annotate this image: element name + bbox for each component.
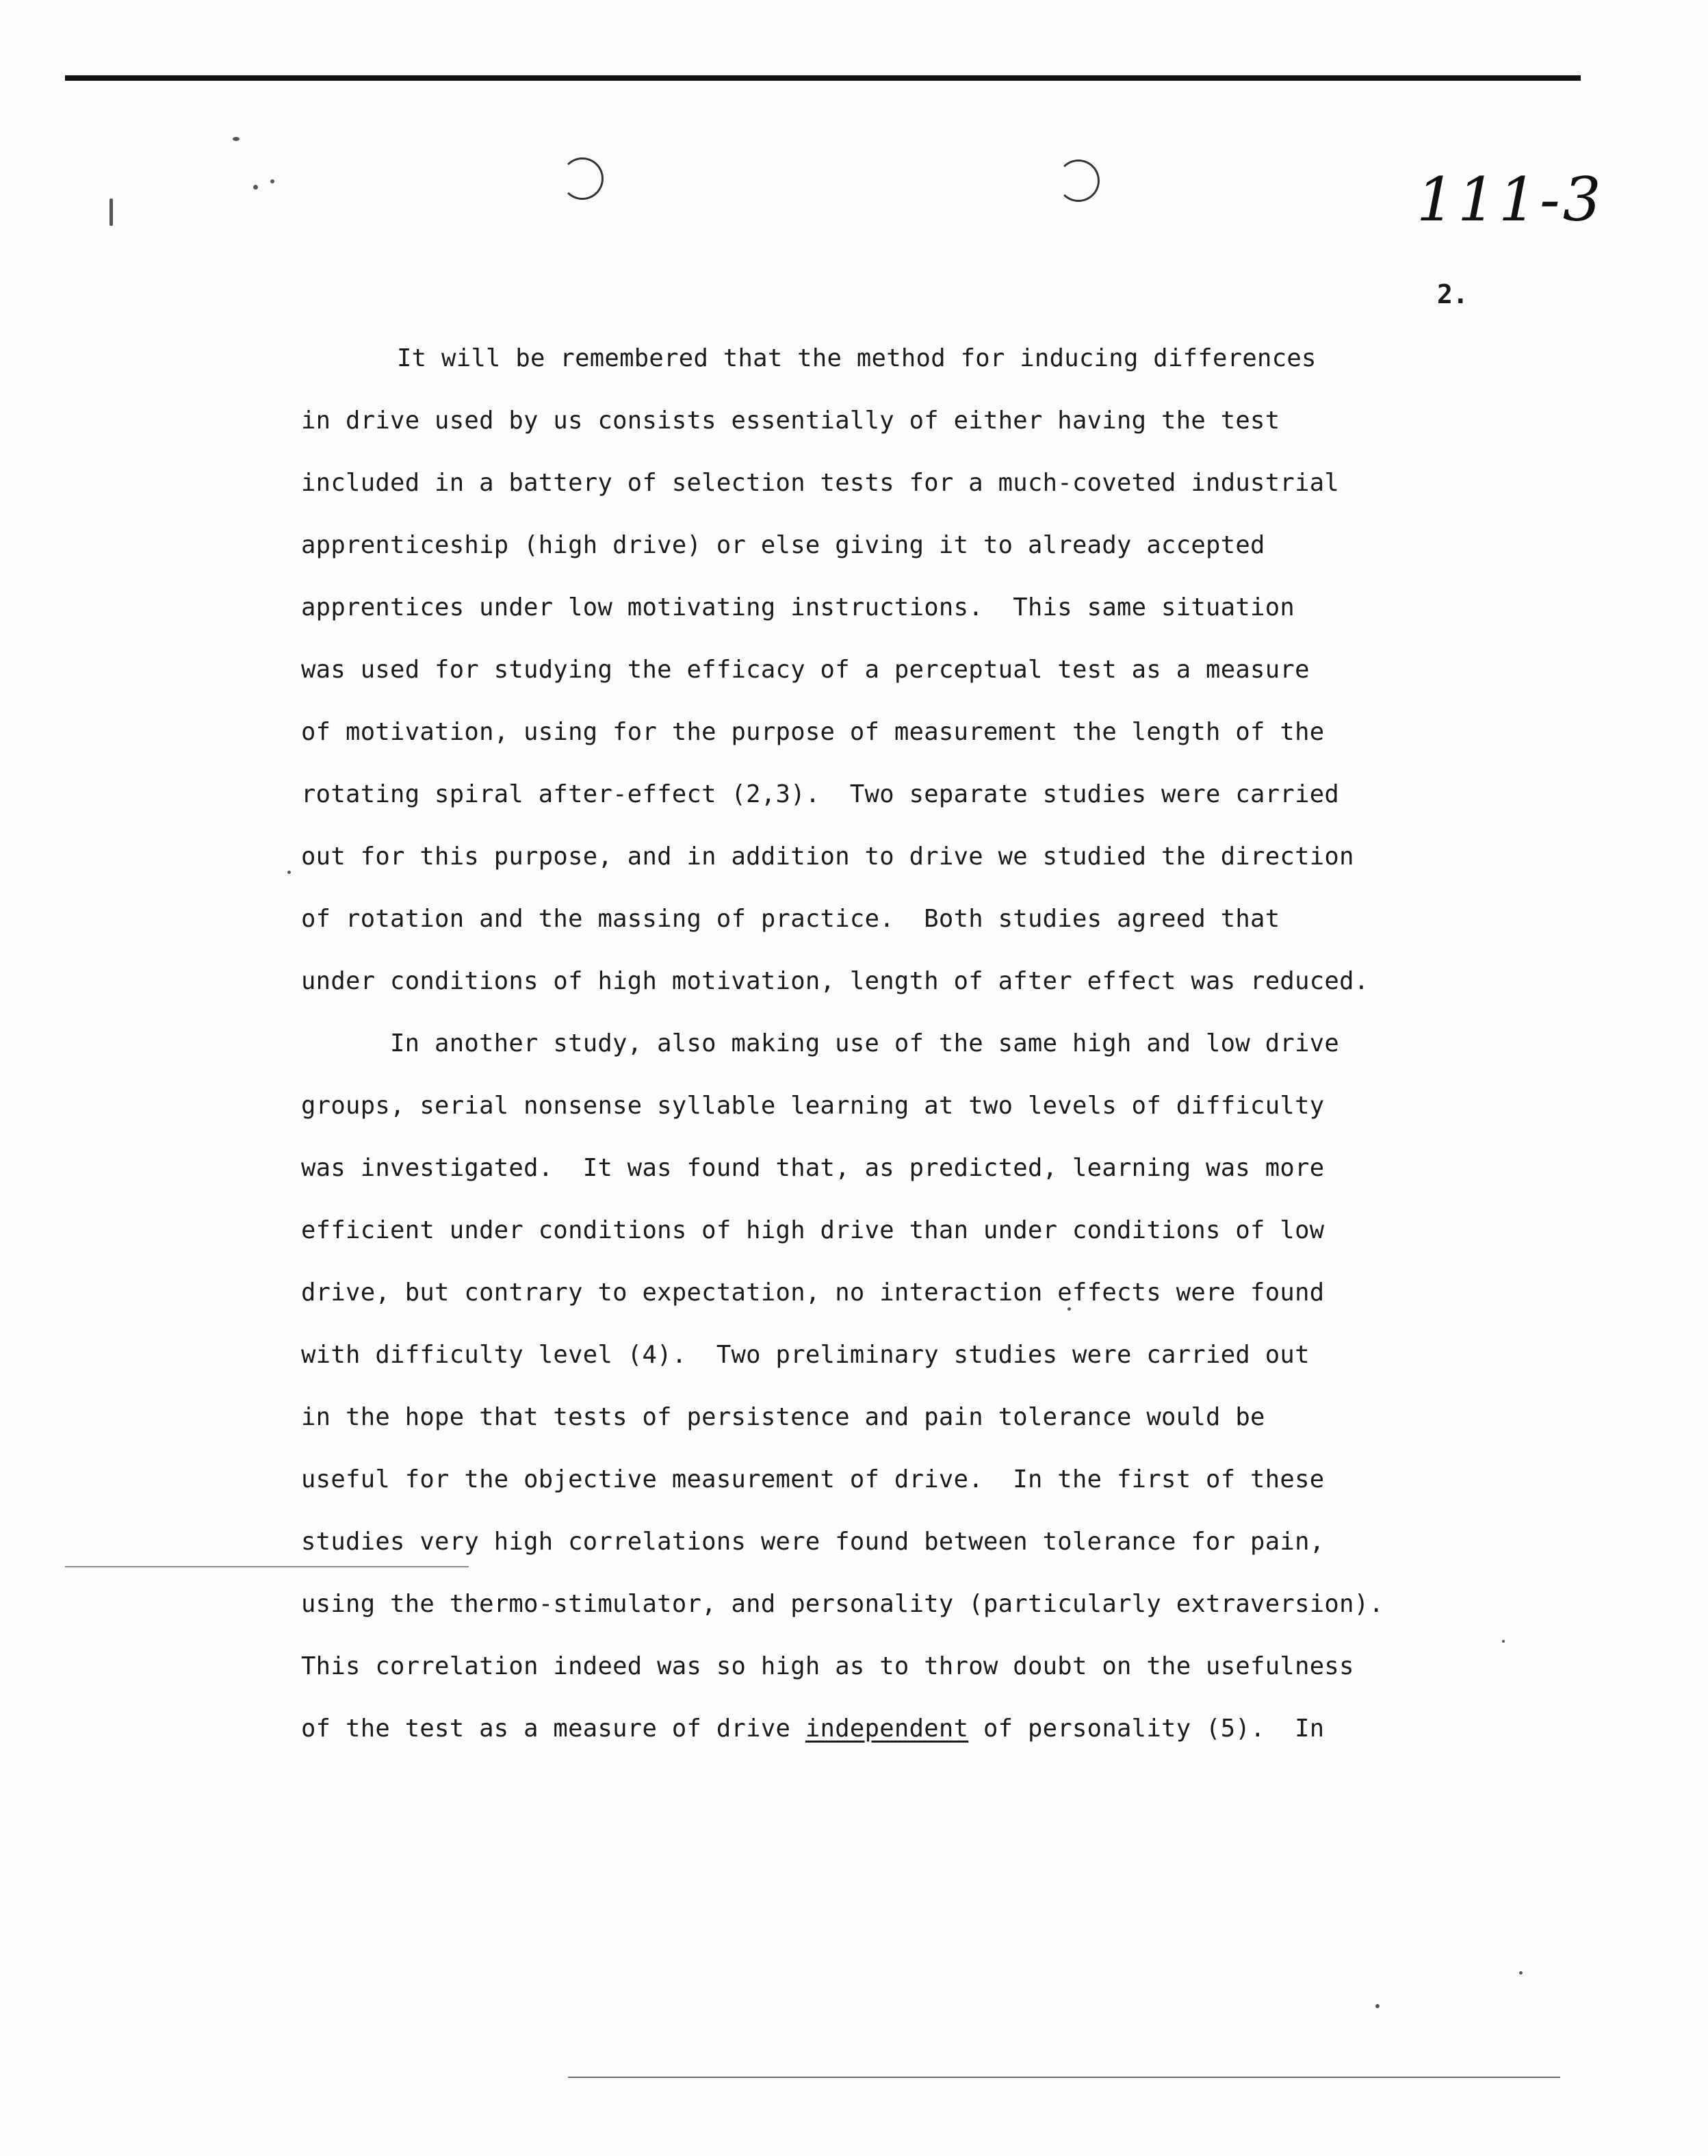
text-line: This correlation indeed was so high as to throw doubt on the usefulness xyxy=(301,1652,1354,1680)
punch-hole-mark xyxy=(561,157,604,200)
text-line: rotating spiral after-effect (2,3). Two separate studies were carried xyxy=(301,780,1340,808)
text-line: In another study, also making use of the same high and low drive xyxy=(390,1029,1340,1057)
scan-speck xyxy=(253,185,258,190)
punch-hole-mark xyxy=(1057,159,1100,202)
scan-speck xyxy=(1068,1307,1071,1311)
text-line: of motivation, using for the purpose of measurement the length of the xyxy=(301,718,1325,746)
scan-speck xyxy=(109,198,113,226)
scan-speck xyxy=(1502,1640,1505,1643)
text-line: It will be remembered that the method for inducing differences xyxy=(397,344,1317,372)
text-line: efficient under conditions of high drive than under conditions of low xyxy=(301,1216,1325,1244)
scan-speck xyxy=(1519,1971,1523,1975)
text-line: apprenticeship (high drive) or else giving it to already accepted xyxy=(301,531,1265,559)
text-segment: of the test as a measure of drive xyxy=(301,1715,805,1743)
text-line: apprentices under low motivating instructions. This same situation xyxy=(301,593,1295,621)
text-line: useful for the objective measurement of drive. In the first of these xyxy=(301,1465,1325,1493)
margin-rule xyxy=(65,1566,469,1567)
text-line: out for this purpose, and in addition to drive we studied the direction xyxy=(301,843,1354,871)
text-line: in drive used by us consists essentially of either having the test xyxy=(301,407,1280,435)
text-line: studies very high correlations were found between tolerance for pain, xyxy=(301,1528,1325,1556)
text-line: in the hope that tests of persistence and pain tolerance would be xyxy=(301,1403,1265,1431)
text-line: was investigated. It was found that, as predicted, learning was more xyxy=(301,1154,1325,1182)
text-line: of rotation and the massing of practice. Both studies agreed that xyxy=(301,905,1280,933)
scan-speck xyxy=(233,137,240,141)
bottom-rule xyxy=(568,2077,1560,2078)
typed-body-text xyxy=(301,327,1437,1760)
text-segment: of personality (5). In xyxy=(968,1715,1325,1743)
text-line: under conditions of high motivation, length of after effect was reduced. xyxy=(301,967,1369,995)
text-line-last xyxy=(301,1697,1437,1760)
text-line: groups, serial nonsense syllable learning at two levels of difficulty xyxy=(301,1092,1325,1120)
scan-speck xyxy=(1375,2004,1380,2008)
text-line: with difficulty level (4). Two preliminary studies were carried out xyxy=(301,1341,1310,1369)
page-number: 2. xyxy=(1437,279,1468,309)
handwritten-page-code: 111-3 xyxy=(1416,164,1604,235)
text-line: drive, but contrary to expectation, no interaction effects were found xyxy=(301,1279,1325,1307)
text-line: was used for studying the efficacy of a perceptual test as a measure xyxy=(301,656,1310,684)
text-line: included in a battery of selection tests for a much-coveted industrial xyxy=(301,469,1340,497)
scan-speck xyxy=(270,179,274,183)
underlined-word: independent xyxy=(805,1715,969,1743)
text-line: using the thermo-stimulator, and personality (particularly extraversion). xyxy=(301,1590,1384,1618)
top-border-rule xyxy=(65,75,1581,81)
scan-speck xyxy=(287,871,291,874)
